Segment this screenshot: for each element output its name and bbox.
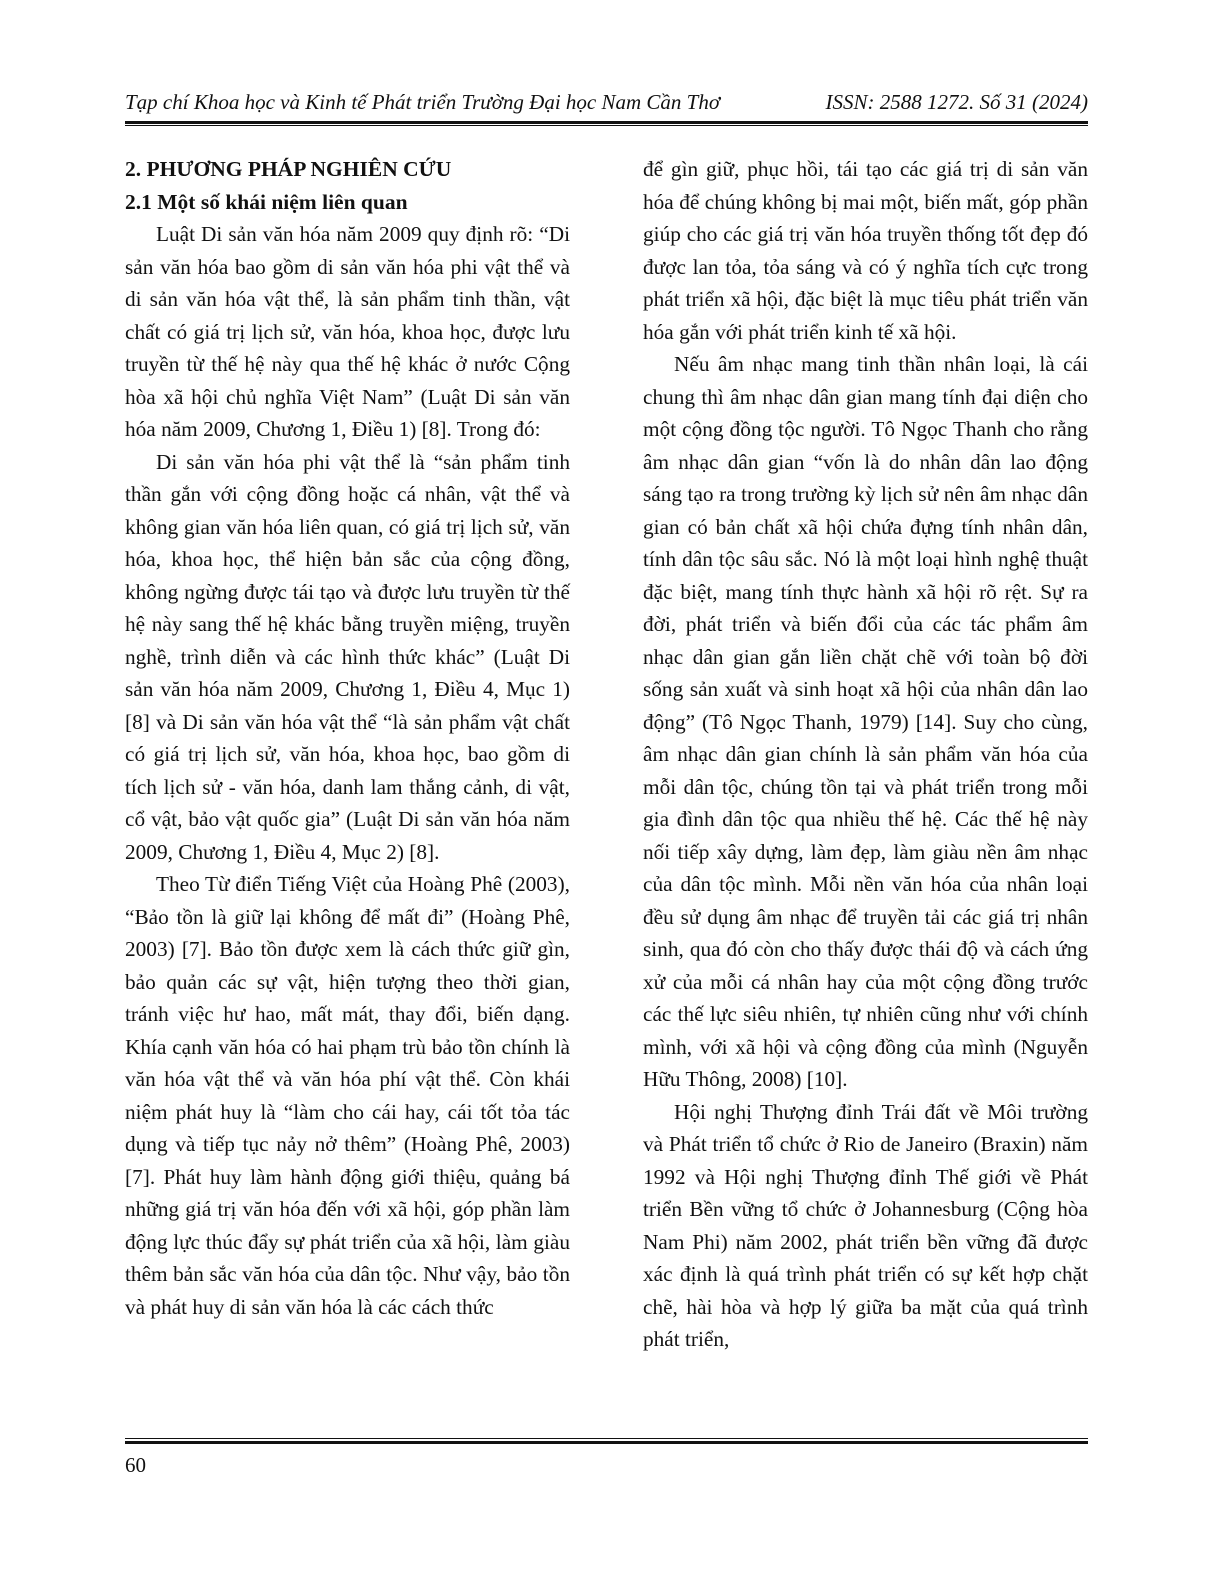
subsection-heading: 2.1 Một số khái niệm liên quan	[125, 189, 408, 214]
page-number: 60	[125, 1453, 146, 1477]
left-column	[125, 153, 570, 1323]
paragraph: Luật Di sản văn hóa năm 2009 quy định rõ: “Di sản văn hóa bao gồm di sản văn hóa phi vật thể và di sản văn hóa vật thể, là sản phẩm tinh thần, vật chất có giá trị lịch sử, văn hóa, khoa học, được lưu truyền từ thế hệ này qua thế hệ khác ở nước Cộng hòa xã hội chủ nghĩa Việt Nam” (Luật Di sản văn hóa năm 2009, Chương 1, Điều 1) [8]. Trong đó:	[125, 222, 570, 441]
paragraph: Nếu âm nhạc mang tinh thần nhân loại, là cái chung thì âm nhạc dân gian mang tính đại diện cho một cộng đồng tộc người. Tô Ngọc Thanh cho rằng âm nhạc dân gian “vốn là do nhân dân lao động sáng tạo ra trong trường kỳ lịch sử nên âm nhạc dân gian có bản chất xã hội chứa đựng tính nhân dân, tính dân tộc sâu sắc. Nó là một loại hình nghệ thuật đặc biệt, mang tính thực hành xã hội rõ rệt. Sự ra đời, phát triển và biến đổi của các tác phẩm âm nhạc dân gian gắn liền chặt chẽ với toàn bộ đời sống sản xuất và sinh hoạt xã hội của nhân dân lao động” (Tô Ngọc Thanh, 1979) [14]. Suy cho cùng, âm nhạc dân gian chính là sản phẩm văn hóa của mỗi dân tộc, chúng tồn tại và phát triển trong mỗi gia đình dân tộc qua nhiều thế hệ. Các thế hệ này nối tiếp xây dựng, làm đẹp, làm giàu nền âm nhạc của dân tộc mình. Mỗi nền văn hóa của nhân loại đều sử dụng âm nhạc để truyền tải các giá trị nhân sinh, qua đó còn cho thấy được thái độ và cách ứng xử của mỗi cá nhân hay của một cộng đồng trước các thế lực siêu nhiên, tự nhiên cũng như với chính mình, với xã hội và cộng đồng của mình (Nguyễn Hữu Thông, 2008) [10].	[643, 352, 1088, 1091]
footer-divider	[125, 1438, 1088, 1444]
issn-issue: ISSN: 2588 1272. Số 31 (2024)	[825, 90, 1088, 114]
paragraph: để gìn giữ, phục hồi, tái tạo các giá trị di sản văn hóa để chúng không bị mai một, biến mất, góp phần giúp cho các giá trị văn hóa truyền thống tốt đẹp đó được lan tỏa, tỏa sáng và có ý nghĩa tích cực trong phát triển xã hội, đặc biệt là mục tiêu phát triển văn hóa gắn với phát triển kinh tế xã hội.	[643, 157, 1088, 344]
section-heading: 2. PHƯƠNG PHÁP NGHIÊN CỨU	[125, 157, 452, 181]
paragraph: Theo Từ điển Tiếng Việt của Hoàng Phê (2003), “Bảo tồn là giữ lại không để mất đi” (Hoàng Phê, 2003) [7]. Bảo tồn được xem là cách thức giữ gìn, bảo quản các sự vật, hiện tượng theo thời gian, tránh việc hư hao, mất mát, thay đổi, biến dạng. Khía cạnh văn hóa có hai phạm trù bảo tồn chính là văn hóa vật thể và văn hóa phí vật thể. Còn khái niệm phát huy là “làm cho cái hay, cái tốt tỏa tác dụng và tiếp tục nảy nở thêm” (Hoàng Phê, 2003) [7]. Phát huy làm hành động giới thiệu, quảng bá những giá trị văn hóa đến với xã hội, góp phần làm động lực thúc đẩy sự phát triển của xã hội, làm giàu thêm bản sắc văn hóa của dân tộc. Như vậy, bảo tồn và phát huy di sản văn hóa là các cách thức	[125, 872, 570, 1319]
paragraph: Di sản văn hóa phi vật thể là “sản phẩm tinh thần gắn với cộng đồng hoặc cá nhân, vật thể và không gian văn hóa liên quan, có giá trị lịch sử, văn hóa, khoa học, thể hiện bản sắc của cộng đồng, không ngừng được tái tạo và được lưu truyền từ thế hệ này sang thế hệ khác bằng truyền miệng, truyền nghề, trình diễn và các hình thức khác” (Luật Di sản văn hóa năm 2009, Chương 1, Điều 4, Mục 1) [8] và Di sản văn hóa vật thể “là sản phẩm vật chất có giá trị lịch sử, văn hóa, khoa học, bao gồm di tích lịch sử - văn hóa, danh lam thắng cảnh, di vật, cổ vật, bảo vật quốc gia” (Luật Di sản văn hóa năm 2009, Chương 1, Điều 4, Mục 2) [8].	[125, 449, 570, 864]
paragraph: Hội nghị Thượng đỉnh Trái đất về Môi trường và Phát triển tổ chức ở Rio de Janeiro (Braxin) năm 1992 và Hội nghị Thượng đỉnh Thế giới về Phát triển Bền vững tổ chức ở Johannesburg (Cộng hòa Nam Phi) năm 2002, phát triển bền vững đã được xác định là quá trình phát triển có sự kết hợp chặt chẽ, hài hòa và hợp lý giữa ba mặt của quá trình phát triển,	[643, 1099, 1088, 1351]
running-header	[125, 88, 1088, 124]
journal-title: Tạp chí Khoa học và Kinh tế Phát triển Trường Đại học Nam Cần Thơ	[125, 90, 721, 114]
right-column	[643, 153, 1088, 1356]
header-divider	[125, 121, 1088, 126]
